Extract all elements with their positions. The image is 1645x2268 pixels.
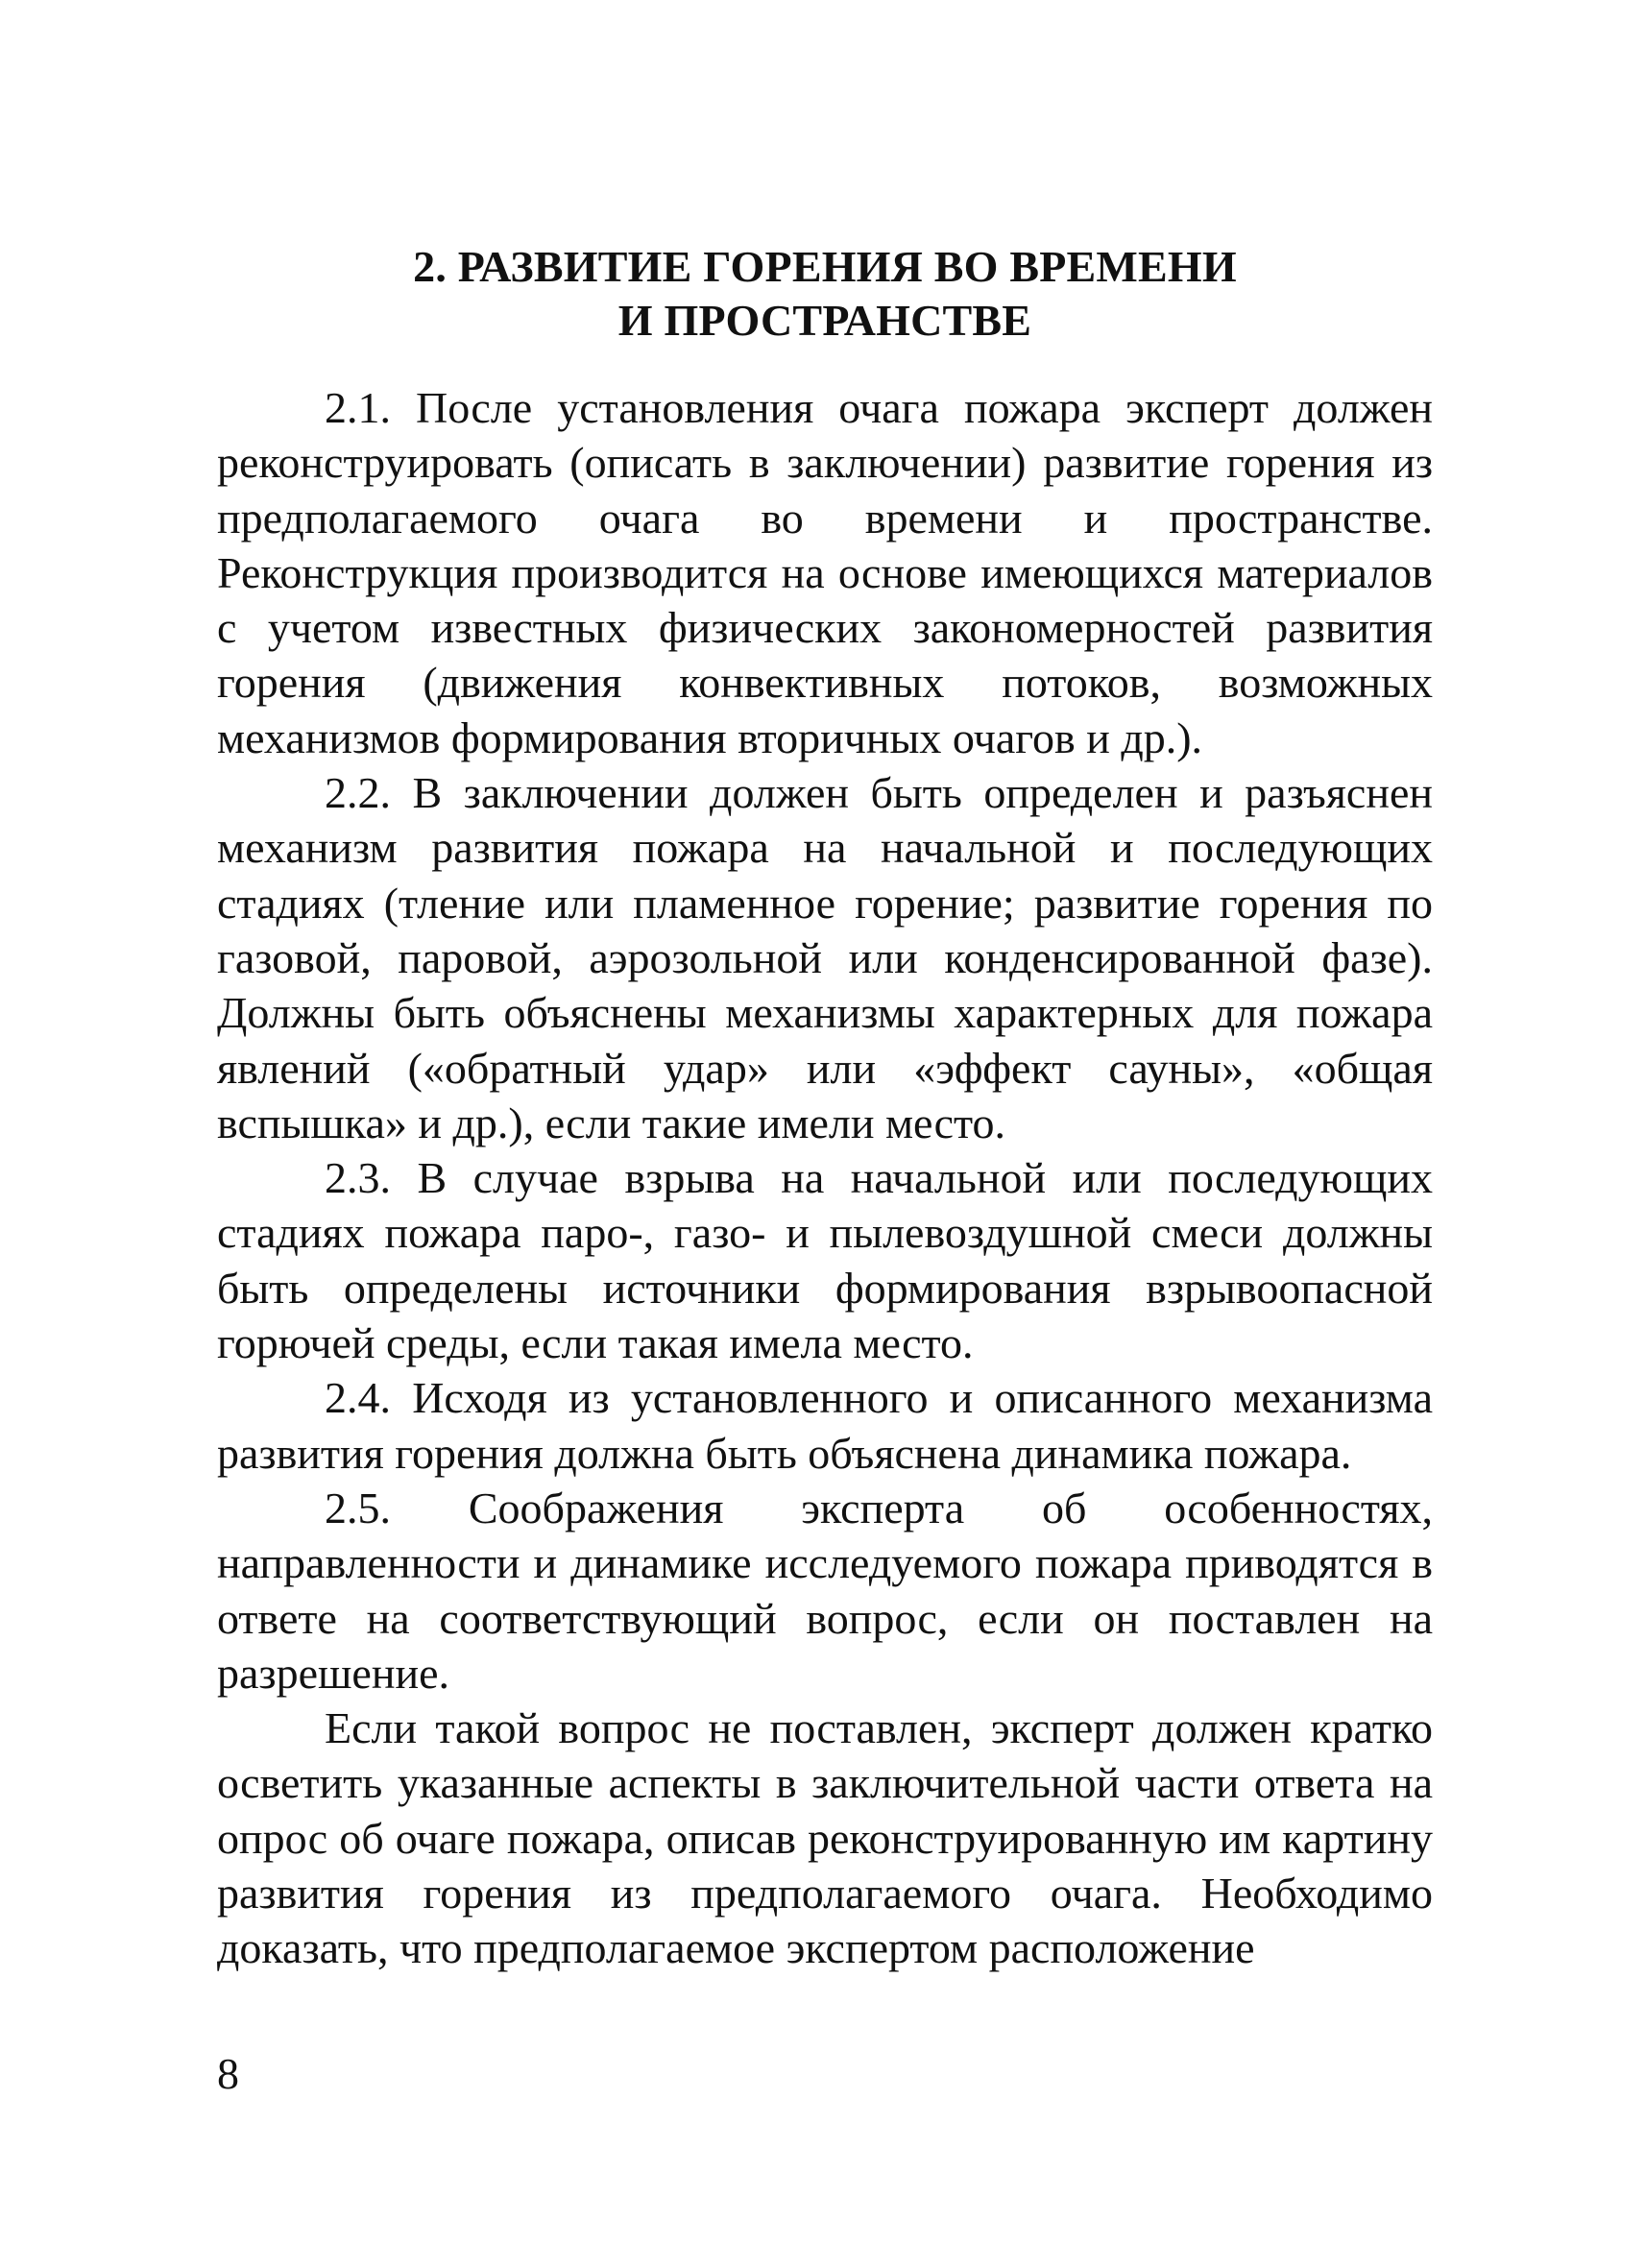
paragraph-2-4: 2.4. Исходя из установленного и описанного механизма развития горения должна быть объяснена динамика пожара. [217, 1373, 1433, 1478]
paragraph-2-1: 2.1. После установления очага пожара эксперт должен реконструировать (описать в заключении) развитие горения из предполагаемого очага во времени и пространстве. Реконструкция производится на основе имеющихся материалов с учетом известных физических закономерностей развития горения (движения конвективных потоков, возможных механизмов формирования вторичных очагов и др.). [217, 383, 1433, 762]
page-number: 8 [217, 2049, 239, 2098]
heading-line-2: И ПРОСТРАНСТВЕ [617, 296, 1032, 345]
document-page [217, 240, 1433, 1976]
paragraph-2-3: 2.3. В случае взрыва на начальной или последующих стадиях пожара паро-, газо- и пылевоздушной смеси должны быть определены источники формирования взрывоопасной горючей среды, если такая имела место. [217, 1153, 1433, 1368]
section-heading [217, 240, 1433, 348]
paragraph-2-5: 2.5. Соображения эксперта об особенностях, направленности и динамике исследуемого пожара приводятся в ответе на соответствующий вопрос, если он поставлен на разрешение. [217, 1483, 1433, 1698]
paragraph-continuation: Если такой вопрос не поставлен, эксперт должен кратко осветить указанные аспекты в заключительной части ответа на опрос об очаге пожара, описав реконструированную им картину развития горения из предполагаемого очага. Необходимо доказать, что предполагаемое экспертом расположение [217, 1703, 1433, 1973]
paragraph-2-2: 2.2. В заключении должен быть определен и разъяснен механизм развития пожара на начальной и последующих стадиях (тление или пламенное горение; развитие горения по газовой, паровой, аэрозольной или конденсированной фазе). Должны быть объяснены механизмы характерных для пожара явлений («обратный удар» или «эффект сауны», «общая вспышка» и др.), если такие имели место. [217, 768, 1433, 1147]
heading-line-1: 2. РАЗВИТИЕ ГОРЕНИЯ ВО ВРЕМЕНИ [413, 242, 1237, 291]
